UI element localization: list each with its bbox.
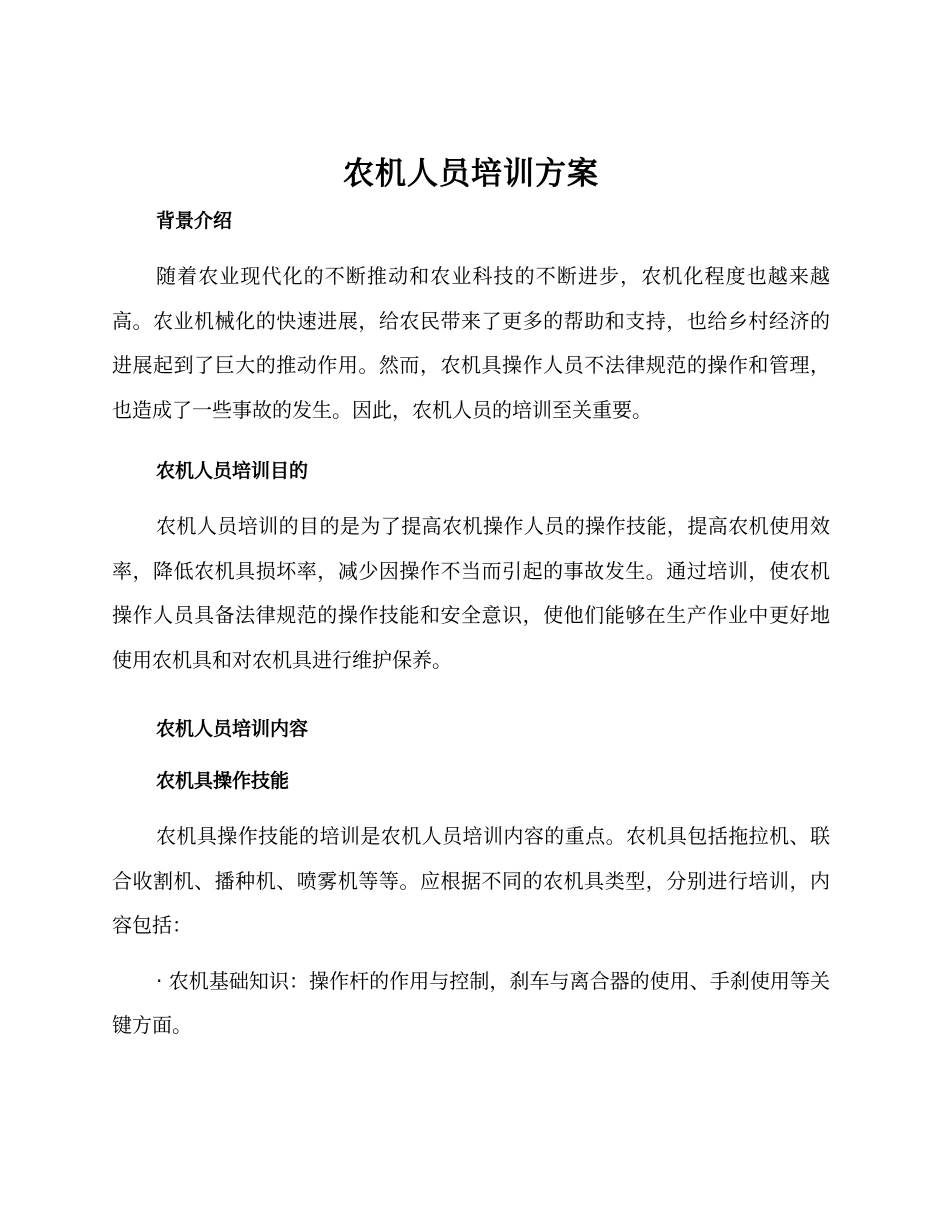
bullet-item-basic-knowledge: · 农机基础知识：操作杆的作用与控制，刹车与离合器的使用、手刹使用等关键方面。 <box>112 968 830 1037</box>
heading-content: 农机人员培训内容 <box>156 718 309 740</box>
paragraph-background: 随着农业现代化的不断推动和农业科技的不断进步，农机化程度也越来越高。农业机械化的快速进展，给农民带来了更多的帮助和支持，也给乡村经济的进展起到了巨大的推动作用。然而，农机具操作人员不法律规范的操作和管理，也造成了一些事故的发生。因此，农机人员的培训至关重要。 <box>112 264 830 422</box>
heading-purpose: 农机人员培训目的 <box>156 460 309 482</box>
heading-background: 背景介绍 <box>156 210 233 232</box>
document-title: 农机人员培训方案 <box>343 156 599 192</box>
document-body <box>112 150 830 1048</box>
paragraph-operation-skills: 农机具操作技能的培训是农机人员培训内容的重点。农机具包括拖拉机、联合收割机、播种机、喷雾机等等。应根据不同的农机具类型，分别进行培训，内容包括： <box>112 824 830 937</box>
heading-operation-skills: 农机具操作技能 <box>156 770 290 792</box>
paragraph-purpose: 农机人员培训的目的是为了提高农机操作人员的操作技能，提高农机使用效率，降低农机具损坏率，减少因操作不当而引起的事故发生。通过培训，使农机操作人员具备法律规范的操作技能和安全意识，使他们能够在生产作业中更好地使用农机具和对农机具进行维护保养。 <box>112 514 830 672</box>
